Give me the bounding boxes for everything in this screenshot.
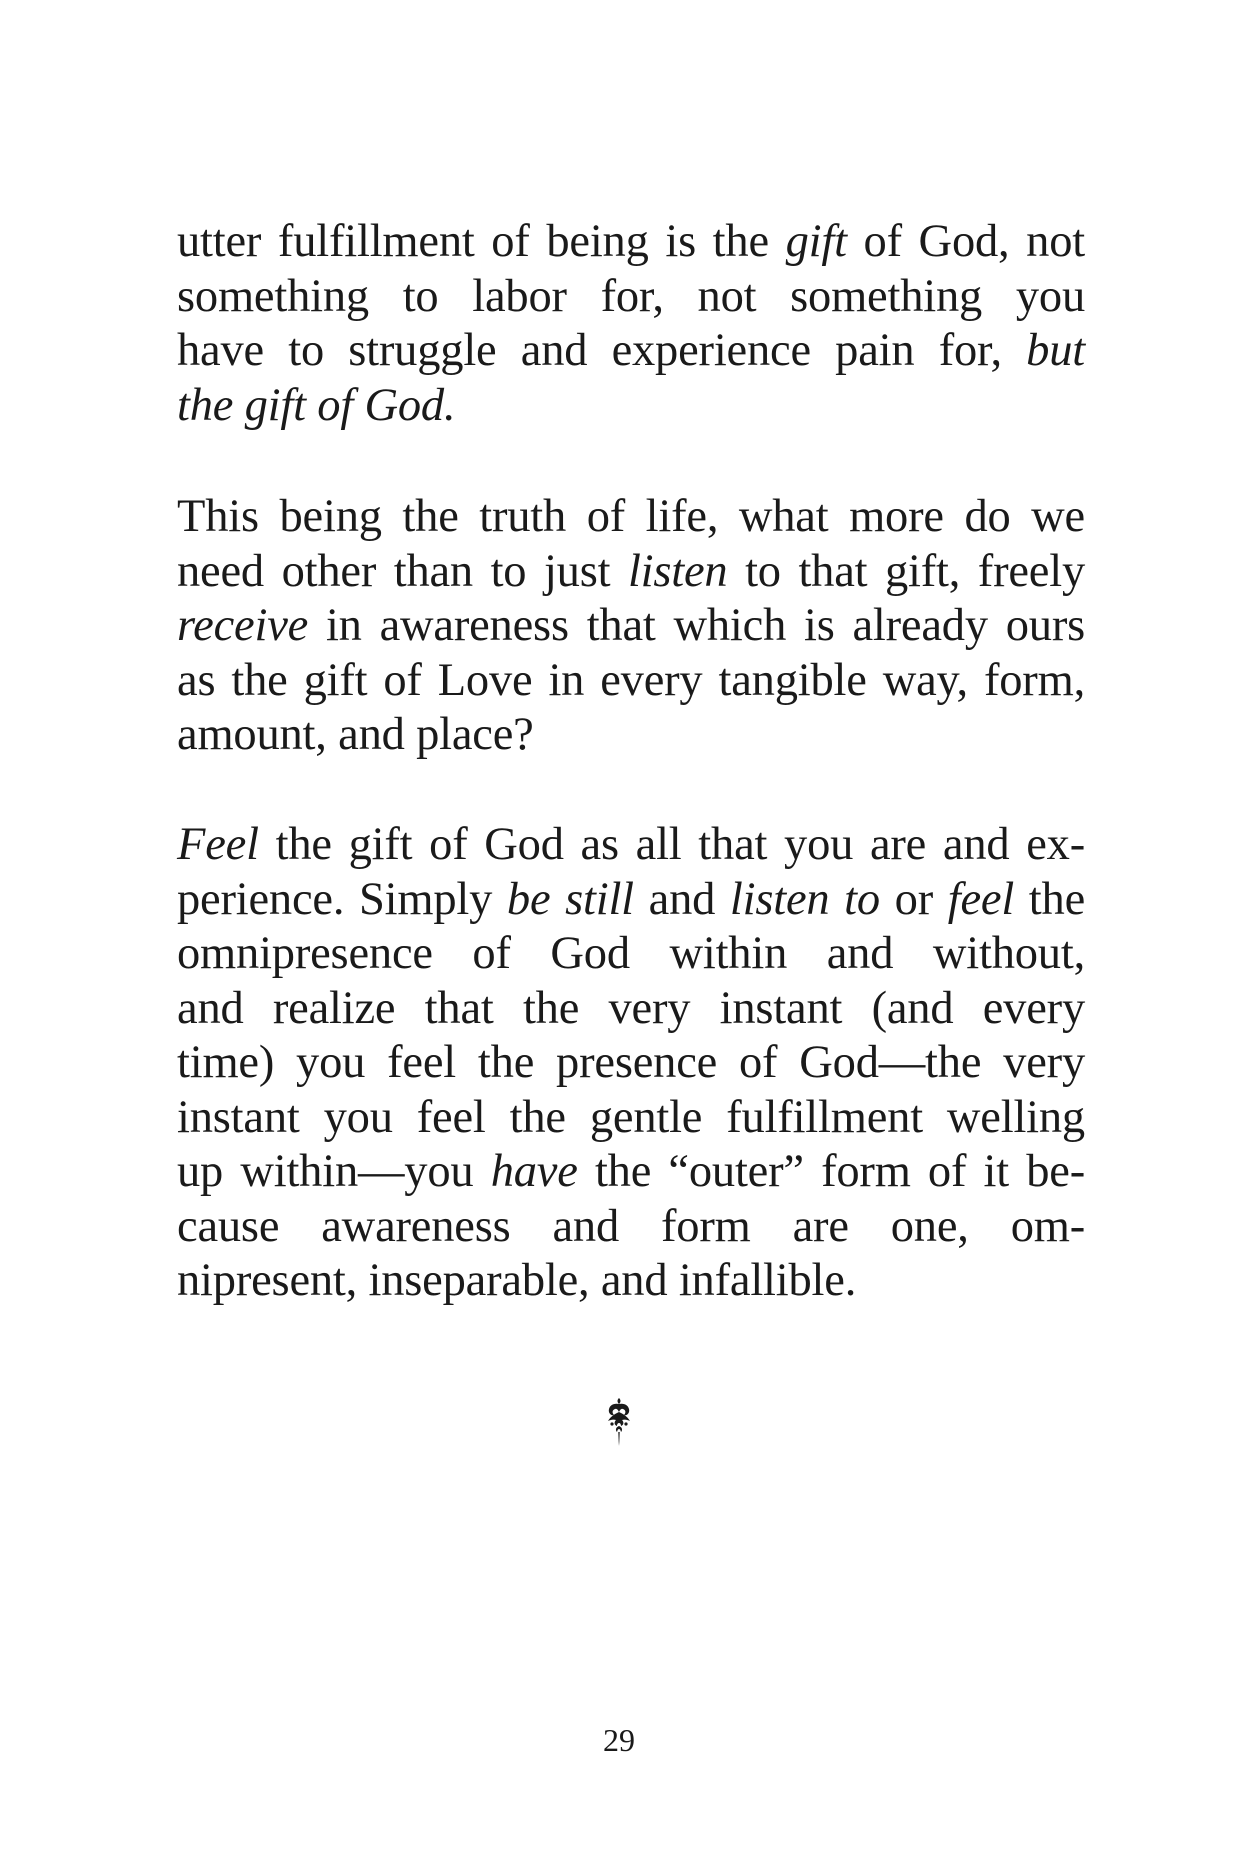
text-line	[177, 818, 1085, 873]
text-run: something to labor for, not something you	[177, 270, 1085, 322]
text-run: the	[1014, 873, 1086, 925]
text-run: omnipresence of God within and without,	[177, 928, 1085, 979]
text-run: This being the truth of life, what more do we	[177, 491, 1085, 542]
text-line	[177, 1254, 1085, 1309]
italic-text: have	[490, 1146, 578, 1197]
text-run: in awareness that which is already ours	[308, 600, 1085, 651]
text-run: up within—you	[177, 1146, 491, 1197]
italic-text: gift	[785, 216, 847, 267]
text-line	[177, 1200, 1085, 1255]
page-number: 29	[603, 1722, 635, 1758]
text-run: the gift of God as all that you are and ex-	[258, 819, 1085, 870]
text-line	[177, 270, 1085, 325]
text-run: utter fulfillment of being is the	[177, 216, 786, 267]
text-run: time) you feel the presence of God—the very	[177, 1037, 1085, 1088]
text-run: the “outer” form of it be-	[577, 1146, 1085, 1197]
text-line	[177, 708, 1085, 763]
text-line	[177, 379, 1085, 434]
text-line	[177, 599, 1085, 654]
text-line	[177, 490, 1085, 545]
text-line	[177, 873, 1085, 928]
text-run: nipresent, inseparable, and infallible.	[177, 1255, 857, 1306]
text-line	[177, 1036, 1085, 1091]
italic-text: be still	[506, 873, 634, 925]
italic-text: listen to	[729, 873, 880, 925]
text-run: to that gift, freely	[727, 545, 1085, 597]
text-run: and realize that the very instant (and every	[177, 982, 1085, 1034]
text-run: have to struggle and experience pain for,	[177, 325, 1027, 376]
italic-text: Feel	[177, 819, 259, 870]
text-run: as the gift of Love in every tangible way, form,	[177, 654, 1085, 706]
text-line	[177, 545, 1085, 600]
text-line	[177, 324, 1085, 379]
text-line	[177, 982, 1085, 1037]
text-run: perience. Simply	[177, 873, 507, 925]
text-run: or	[879, 873, 948, 925]
text-run: amount, and place?	[177, 709, 534, 760]
paragraph-3	[177, 818, 1085, 1309]
paragraph-2	[177, 490, 1085, 763]
text-run: need other than to just	[177, 545, 628, 597]
text-run: cause awareness and form are one, om-	[177, 1200, 1085, 1252]
italic-text: listen	[627, 545, 728, 597]
paragraph-1	[177, 215, 1085, 433]
text-run: instant you feel the gentle fulfillment welling	[177, 1091, 1085, 1143]
text-run: of God, not	[846, 216, 1085, 267]
italic-text: feel	[947, 873, 1015, 925]
text-line	[177, 215, 1085, 270]
text-line	[177, 1091, 1085, 1146]
italic-text: receive	[177, 600, 309, 651]
text-line	[177, 927, 1085, 982]
italic-text: but	[1026, 325, 1085, 376]
fleuron-icon	[604, 1397, 634, 1447]
text-run: and	[633, 873, 730, 925]
italic-text: the gift of God.	[177, 379, 456, 431]
text-line	[177, 654, 1085, 709]
text-line	[177, 1145, 1085, 1200]
